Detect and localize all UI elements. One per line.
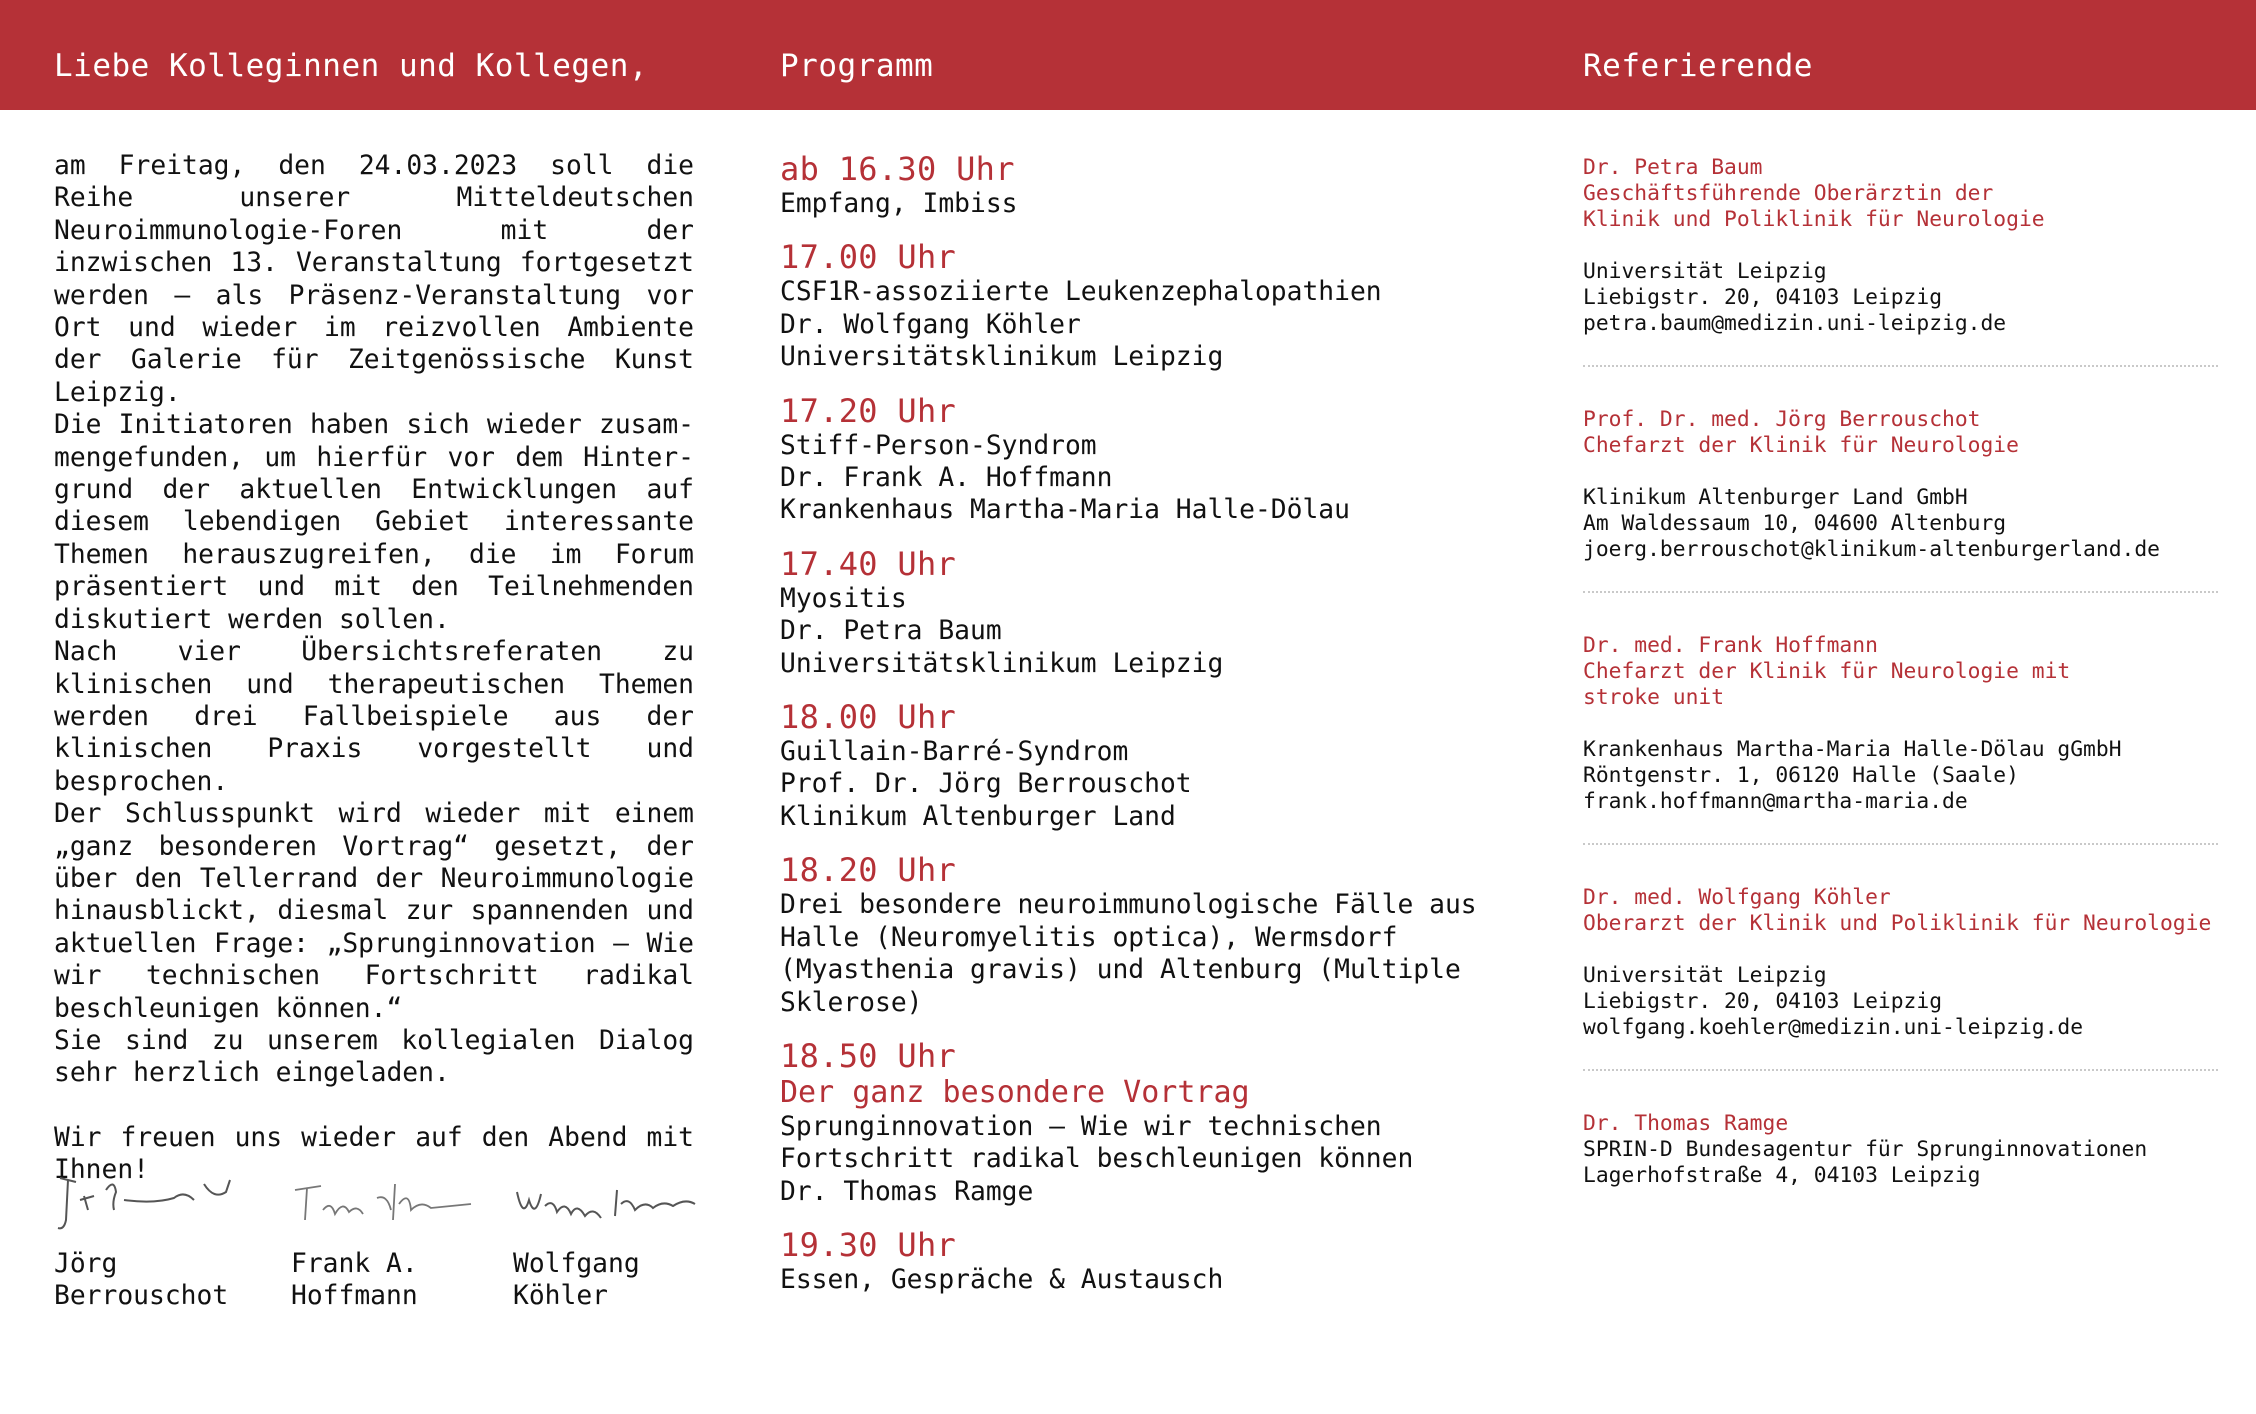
speaker-institution: Universität Leipzig <box>1583 963 1827 988</box>
slot-subtitle: Der ganz besondere Vortrag <box>780 1074 1250 1110</box>
slot-time: 17.00 Uhr <box>780 238 957 277</box>
speaker-name: Dr. med. Frank Hoffmann <box>1583 633 1878 658</box>
speaker-address: Liebigstr. 20, 04103 Leipzig <box>1583 285 1943 310</box>
speaker-institution: Klinikum Altenburger Land GmbH <box>1583 485 1968 510</box>
program-schedule <box>780 150 1500 1315</box>
slot-title: Fortschritt radikal beschleunigen können <box>780 1144 1414 1175</box>
signature-hoffmann <box>291 1170 481 1311</box>
speaker-name: Dr. med. Wolfgang Köhler <box>1583 885 1891 910</box>
letter-paragraph: Die Initiatoren haben sich wieder zusammengefunden, um hierfür vor dem Hintergrund der aktuellen Entwicklungen auf diesem lebendigen Gebiet interessante Themen herauszugreifen, die im Forum präsentiert und mit den Teilnehmenden diskutiert werden sollen. <box>54 410 694 635</box>
slot-speaker: Dr. Wolfgang Köhler <box>780 309 1081 340</box>
speaker-role: stroke unit <box>1583 685 1725 710</box>
speaker-address: Am Waldessaum 10, 04600 Altenburg <box>1583 511 2007 536</box>
letter-paragraph: Sie sind zu unserem kollegialen Dialog sehr herzlich eingeladen. <box>54 1025 694 1089</box>
program-slot <box>780 698 1500 833</box>
speaker-address: Liebigstr. 20, 04103 Leipzig <box>1583 989 1943 1014</box>
speaker-email[interactable]: wolfgang.koehler@medizin.uni-leipzig.de <box>1583 1015 2084 1040</box>
speaker-entry <box>1583 407 2218 593</box>
speaker-entry <box>1583 885 2218 1071</box>
program-slot <box>780 150 1500 220</box>
header-greeting: Liebe Kolleginnen und Kollegen, <box>54 48 649 84</box>
speaker-name: Dr. Thomas Ramge <box>1583 1111 1789 1136</box>
speaker-name: Prof. Dr. med. Jörg Berrouschot <box>1583 407 1981 432</box>
invitation-letter <box>54 150 694 1187</box>
speaker-list <box>1583 155 2218 1189</box>
header-referierende: Referierende <box>1583 48 1813 84</box>
slot-time: 17.20 Uhr <box>780 391 957 430</box>
slot-time: ab 16.30 Uhr <box>780 150 1015 188</box>
slot-title: Drei besondere neuroimmunologische Fälle aus Halle (Neuromyelitis optica), Wermsdorf (Myasthenia gravis) und Altenburg (Multiple Sklerose) <box>780 890 1477 1018</box>
letter-paragraph: Nach vier Übersichtsreferaten zu klinischen und therapeutischen Themen werden drei Fallbeispiele aus der klinischen Praxis vorgestellt und besprochen. <box>54 637 694 797</box>
slot-speaker: Prof. Dr. Jörg Berrouschot <box>780 769 1192 800</box>
slot-title: Empfang, Imbiss <box>780 189 1018 219</box>
signer-name: Jörg Berrouschot <box>54 1249 229 1311</box>
signer-name: Wolfgang Köhler <box>513 1249 640 1311</box>
slot-title: Stiff-Person-Syndrom <box>780 430 1097 461</box>
speaker-role: Chefarzt der Klinik für Neurologie mit <box>1583 659 2071 684</box>
speaker-role: Geschäftsführende Oberärztin der <box>1583 181 1994 206</box>
speaker-address: Röntgenstr. 1, 06120 Halle (Saale) <box>1583 763 2019 788</box>
letter-paragraph: Der Schlusspunkt wird wieder mit einem „ganz besonderen Vortrag“ gesetzt, der über den Tellerrand der Neuroimmunologie hinausblickt, diesmal zur spannenden und aktuellen Frage: „Sprunginnovation – Wie wir technischen Fortschritt radikal beschleunigen können.“ <box>54 799 694 1024</box>
speaker-institution: SPRIN-D Bundesagentur für Sprunginnovationen <box>1583 1137 2148 1162</box>
header-programm: Programm <box>780 48 934 84</box>
divider <box>1583 591 2218 593</box>
speaker-role: Chefarzt der Klinik für Neurologie <box>1583 433 2019 458</box>
speaker-address: Lagerhofstraße 4, 04103 Leipzig <box>1583 1163 1981 1188</box>
divider <box>1583 365 2218 367</box>
slot-time: 18.20 Uhr <box>780 851 957 890</box>
speaker-email[interactable]: frank.hoffmann@martha-maria.de <box>1583 789 1968 814</box>
speaker-institution: Krankenhaus Martha-Maria Halle-Dölau gGmbH <box>1583 737 2122 762</box>
slot-title: Essen, Gespräche & Austausch <box>780 1265 1224 1296</box>
speaker-email[interactable]: petra.baum@medizin.uni-leipzig.de <box>1583 311 2007 336</box>
slot-title: Myositis <box>780 583 907 614</box>
program-slot <box>780 1037 1500 1208</box>
divider <box>1583 843 2218 845</box>
slot-speaker: Dr. Petra Baum <box>780 616 1002 647</box>
speaker-email[interactable]: joerg.berrouschot@klinikum-altenburgerland.de <box>1583 537 2160 562</box>
program-slot <box>780 851 1500 1019</box>
program-slot <box>780 1226 1500 1296</box>
handwritten-signature-icon <box>513 1170 703 1240</box>
slot-title: CSF1R-assoziierte Leukenzephalopathien <box>780 277 1382 308</box>
signer-name: Frank A. Hoffmann <box>291 1249 418 1311</box>
speaker-role: Oberarzt der Klinik und Poliklinik für Neurologie <box>1583 911 2212 936</box>
speaker-entry <box>1583 1111 2218 1189</box>
slot-title: Guillain-Barré-Syndrom <box>780 737 1129 768</box>
slot-institution: Klinikum Altenburger Land <box>780 801 1176 832</box>
header-bar <box>0 0 2256 110</box>
signature-berrouschot <box>54 1170 254 1311</box>
slot-time: 18.50 Uhr <box>780 1036 957 1075</box>
slot-institution: Universitätsklinikum Leipzig <box>780 342 1224 373</box>
handwritten-signature-icon <box>54 1170 254 1240</box>
signatures <box>54 1170 704 1320</box>
speaker-role: Klinik und Poliklinik für Neurologie <box>1583 207 2045 232</box>
speaker-entry <box>1583 155 2218 367</box>
program-slot <box>780 392 1500 527</box>
letter-paragraph: am Freitag, den 24.03.2023 soll die Reihe unserer Mitteldeutschen Neuroimmunologie-Foren mit der inzwischen 13. Veranstaltung fortgesetzt werden – als Präsenz-Veranstaltung vor Ort und wieder im reizvollen Ambiente der Galerie für Zeitgenössische Kunst Leipzig. <box>54 151 694 408</box>
speaker-entry <box>1583 633 2218 845</box>
handwritten-signature-icon <box>291 1170 481 1240</box>
program-slot <box>780 545 1500 680</box>
slot-institution: Krankenhaus Martha-Maria Halle-Dölau <box>780 495 1350 526</box>
speaker-institution: Universität Leipzig <box>1583 259 1827 284</box>
divider <box>1583 1069 2218 1071</box>
speaker-name: Dr. Petra Baum <box>1583 155 1763 180</box>
slot-time: 17.40 Uhr <box>780 544 957 583</box>
slot-speaker: Dr. Frank A. Hoffmann <box>780 463 1113 494</box>
signature-koehler <box>513 1170 703 1311</box>
slot-time: 19.30 Uhr <box>780 1226 957 1265</box>
letter-closing: Wir freuen uns wieder auf den Abend mit Ihnen! <box>54 1122 694 1186</box>
slot-title: Sprunginnovation – Wie wir technischen <box>780 1111 1382 1142</box>
slot-speaker: Dr. Thomas Ramge <box>780 1176 1034 1207</box>
slot-institution: Universitätsklinikum Leipzig <box>780 648 1224 679</box>
program-slot <box>780 238 1500 373</box>
slot-time: 18.00 Uhr <box>780 698 957 737</box>
